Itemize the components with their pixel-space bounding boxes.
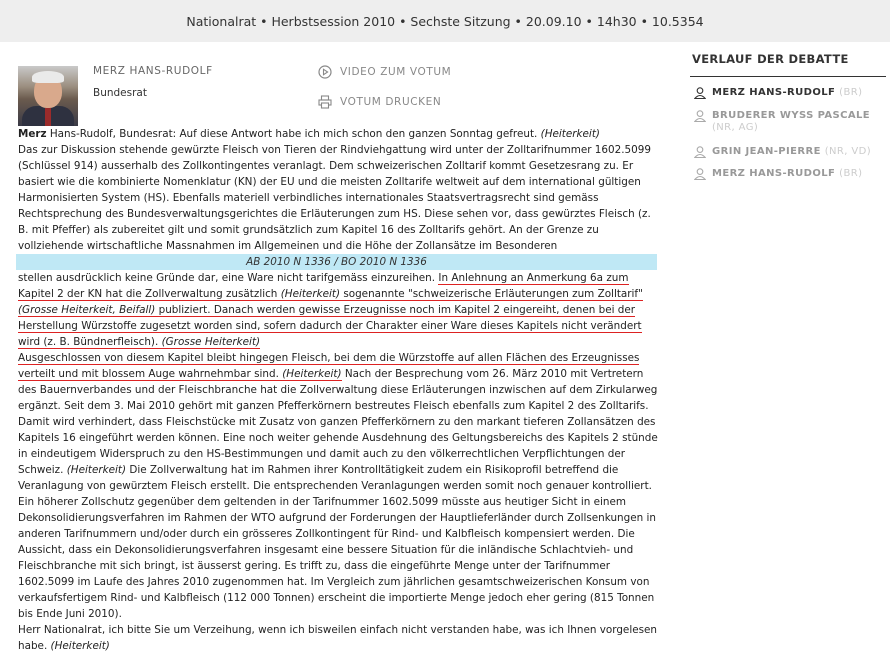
speaker-photo <box>18 66 78 126</box>
speech-segment: Die Zollverwaltung hat im Rahmen ihrer Kontrolltätigkeit zudem ein Risikoprofil betreffend die Veranlagung von gewürztem Fleisch erstellt. Die entsprechenden Veranlagungen werden somit noch genauer kontrolliert. Ein höherer Zollschutz gegenüber dem geltenden in der Tarifnummer 1602.5099 müsste aus heutiger Sicht in einem Dekonsolidierungsverfahren im Rahmen der WTO aufgrund der Forderungen der Hauptlieferländer durch Zollsenkungen in anderen Tarifnummern und/oder durch ein grösseres Zollkontingent für Rind- und Kalbfleisch kompensiert werden. Die Aussicht, dass ein Dekonsolidierungsverfahren insgesamt eine bessere Situation für die inländische Schlachtvieh- und Fleischbranche mit sich bringt, ist äusserst gering. Es trifft zu, dass die eingeführte Menge unter der Tarifnummer 1602.5099 im Laufe des Jahres 2010 zugenommen hat. Im Vergleich zum jährlichen gesamtschweizerischen Konsum von verkaufsfertigem Rind- und Kalbfleisch (112 000 Tonnen) erscheint die importierte Menge jedoch eher gering (815 Tonnen bis Ende Juni 2010). <box>18 464 656 620</box>
printer-icon <box>318 95 332 109</box>
speech-paragraph <box>18 142 661 254</box>
debate-item-label <box>712 146 871 162</box>
person-icon <box>694 87 706 103</box>
person-icon <box>694 168 706 184</box>
party-label: (NR, VD) <box>824 146 872 157</box>
reaction-note: (Grosse Heiterkeit, Beifall) <box>18 304 156 316</box>
page-marker: AB 2010 N 1336 / BO 2010 N 1336 <box>16 254 657 270</box>
speech-paragraph <box>18 622 661 654</box>
debate-title: VERLAUF DER DEBATTE <box>692 52 849 66</box>
speech-paragraph <box>18 350 661 622</box>
speaker-name: MERZ HANS-RUDOLF <box>93 65 213 77</box>
debate-sidebar <box>690 42 890 660</box>
debate-item-label <box>712 87 862 103</box>
debate-item-merz[interactable] <box>694 87 884 103</box>
print-label: VOTUM DRUCKEN <box>340 96 442 108</box>
speech-text <box>18 126 661 654</box>
print-button[interactable] <box>318 95 441 109</box>
debate-item-bruderer[interactable] <box>694 110 884 134</box>
party-label: (BR) <box>839 168 863 179</box>
debate-item-merz-2[interactable] <box>694 168 884 184</box>
reaction-note: (Heiterkeit) <box>50 640 110 652</box>
speaker-name-label: MERZ HANS-RUDOLF <box>712 168 836 179</box>
speaker-role: Bundesrat <box>93 87 147 99</box>
speech-segment: Hans-Rudolf, Bundesrat: Auf diese Antwort habe ich mich schon den ganzen Sonntag gefreut. <box>46 128 541 140</box>
speech-paragraph <box>18 126 661 142</box>
session-header <box>0 0 890 42</box>
speech-segment: Das zur Diskussion stehende gewürzte Fleisch von Tieren der Rindviehgattung wird unter der Zolltarifnummer 1602.5099 (Schlüssel 914) ausserhalb des Zollkontingentes veranlagt. Dem schweizerischen Zolltarif kommt Gesetzesrang zu. Er basiert wie die kombinierte Nomenklatur (KN) der EU und die meisten Zolltarife weltweit auf dem international gültigen Harmonisierten System (HS). Ebenfalls materiell verbindliches internationales Staatsvertragsrecht sind gemäss Rechtsprechung des Bundesverwaltungsgerichtes die Erläuterungen zum HS. Diese sehen vor, dass gewürztes Fleisch (z. B. mit Pfeffer) als zubereitet gilt und somit grundsätzlich zum Kapitel 16 des Zolltarifs gehört. An der Grenze zu vollziehende wirtschaftliche Massnahmen im Allgemeinen und die Höhe der Zollansätze im Besonderen <box>18 144 652 252</box>
person-icon <box>694 146 706 162</box>
speaker-name-label: BRUDERER WYSS PASCALE <box>712 110 871 121</box>
debate-item-label <box>712 110 884 134</box>
party-label: (BR) <box>839 87 863 98</box>
underlined-segment: sogenannte "schweizerische Erläuterungen zum Zolltarif" <box>340 288 643 300</box>
underlined-segment: Ausgeschlossen von diesem Kapitel bleibt hingegen Fleisch, bei dem die Würzstoffe auf allen Flächen des Erzeugnisses verteilt und mit blossem Auge wahrnehmbar sind. <box>18 352 640 380</box>
video-button[interactable] <box>318 65 451 79</box>
speaker-name-label: GRIN JEAN-PIERRE <box>712 146 821 157</box>
divider <box>690 76 886 77</box>
debate-item-label <box>712 168 862 184</box>
speech-segment: Nach der Besprechung vom 26. März 2010 mit Vertretern des Bauernverbandes und der Fleischbranche hat die Zollverwaltung diese Erläuterungen inzwischen auf dem Zirkularweg ergänzt. Seit dem 3. Mai 2010 gehört mit ganzen Pfefferkörnern bestreutes Fleisch ebenfalls zum Kapitel 2 des Zolltarifs. Damit wird verhindert, dass Fleischstücke mit Zusatz von ganzen Pfefferkörnern zu den markant tieferen Zollansätzen des Kapitels 16 eingeführt werden können. Eine noch weiter gehende Ausdehnung des Geltungsbereichs des Kapitels 2 stünde in eindeutigem Widerspruch zu den HS-Bestimmungen und damit auch zu den völkerrechtlichen Verpflichtungen der Schweiz. <box>18 368 658 476</box>
party-label: (NR, AG) <box>712 122 759 133</box>
play-icon <box>318 65 332 79</box>
speaker-surname: Merz <box>18 128 47 140</box>
underlined-segment: In Anlehnung an Anmerkung 6a zum Kapitel 2 der KN hat die Zollverwaltung zusätzlich <box>18 272 629 300</box>
reaction-note: (Heiterkeit) <box>280 288 341 300</box>
underlined-segment: publiziert. Danach werden gewisse Erzeugnisse noch im Kapitel 2 eingereiht, denen bei der Herstellung Würzstoffe zugesetzt worden sind, sofern dadurch der Charakter einer Ware dieses Kapitels nicht verändert wird (z. B. Bündnerfleisch). <box>18 304 642 348</box>
speech-segment: Herr Nationalrat, ich bitte Sie um Verzeihung, wenn ich bisweilen einfach nicht verstanden habe, was ich Ihnen vorgelesen habe. <box>18 624 657 652</box>
debate-item-grin[interactable] <box>694 146 884 162</box>
person-icon <box>694 110 706 134</box>
reaction-note: (Heiterkeit) <box>66 464 127 476</box>
reaction-note: (Grosse Heiterkeit) <box>161 336 261 348</box>
reaction-note: (Heiterkeit) <box>282 368 342 380</box>
speech-paragraph <box>18 270 661 350</box>
speech-panel <box>0 42 672 660</box>
session-title: Nationalrat • Herbstsession 2010 • Sechste Sitzung • 20.09.10 • 14h30 • 10.5354 <box>186 13 704 29</box>
speech-segment: stellen ausdrücklich keine Gründe dar, eine Ware nicht tarifgemäss einzureihen. <box>18 272 439 284</box>
reaction-note: (Heiterkeit) <box>540 128 600 140</box>
video-label: VIDEO ZUM VOTUM <box>340 66 452 78</box>
speaker-name-label: MERZ HANS-RUDOLF <box>712 87 836 98</box>
